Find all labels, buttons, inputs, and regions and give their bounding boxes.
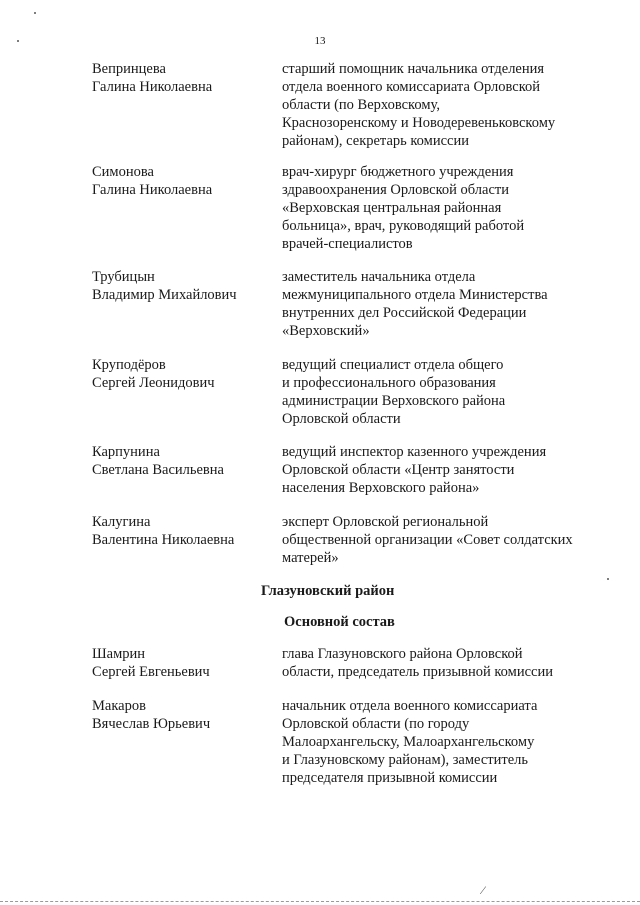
member-role	[282, 268, 602, 340]
role-line: здравоохранения Орловской области	[282, 182, 509, 198]
given-names: Вячеслав Юрьевич	[92, 716, 211, 732]
surname: Макаров	[92, 698, 146, 714]
member-role	[282, 513, 602, 567]
role-line: Краснозоренскому и Новодеревеньковскому	[282, 115, 556, 131]
surname: Калугина	[92, 514, 151, 530]
member-name	[92, 697, 272, 733]
role-line: «Верховская центральная районная	[282, 200, 502, 216]
page-number: 13	[314, 35, 326, 47]
role-line: матерей»	[282, 550, 339, 566]
member-name	[92, 60, 272, 96]
role-line: населения Верховского района»	[282, 480, 480, 496]
member-name	[92, 443, 272, 479]
role-line: председателя призывной комиссии	[282, 770, 498, 786]
role-line: ведущий специалист отдела общего	[282, 357, 504, 373]
role-line: «Верховский»	[282, 323, 370, 339]
given-names: Сергей Евгеньевич	[92, 664, 210, 680]
role-line: глава Глазуновского района Орловской	[282, 646, 523, 662]
subsection-title: Основной состав	[284, 614, 395, 630]
role-line: Орловской области	[282, 411, 401, 427]
page-bottom-edge	[0, 901, 640, 902]
member-name	[92, 268, 272, 304]
role-line: межмуниципального отдела Министерства	[282, 287, 548, 303]
member-name	[92, 163, 272, 199]
scan-speck	[34, 12, 36, 14]
given-names: Светлана Васильевна	[92, 462, 224, 478]
member-role	[282, 356, 602, 428]
role-line: области, председатель призывной комиссии	[282, 664, 553, 680]
given-names: Владимир Михайлович	[92, 287, 237, 303]
role-line: общественной организации «Совет солдатских	[282, 532, 573, 548]
role-line: администрации Верховского района	[282, 393, 506, 409]
surname: Круподёров	[92, 357, 166, 373]
given-names: Галина Николаевна	[92, 79, 213, 95]
surname: Вепринцева	[92, 61, 166, 77]
role-line: и Глазуновскому районам), заместитель	[282, 752, 528, 768]
member-role	[282, 443, 602, 497]
surname: Симонова	[92, 164, 154, 180]
role-line: Орловской области «Центр занятости	[282, 462, 515, 478]
scan-speck	[607, 578, 609, 580]
member-name	[92, 513, 272, 549]
given-names: Валентина Николаевна	[92, 532, 235, 548]
role-line: Орловской области (по городу	[282, 716, 470, 732]
surname: Карпунина	[92, 444, 160, 460]
role-line: внутренних дел Российской Федерации	[282, 305, 527, 321]
role-line: районам), секретарь комиссии	[282, 133, 469, 149]
surname: Шамрин	[92, 646, 146, 662]
member-role	[282, 163, 602, 253]
member-role	[282, 645, 602, 681]
role-line: врачей-специалистов	[282, 236, 413, 252]
role-line: ведущий инспектор казенного учреждения	[282, 444, 547, 460]
role-line: старший помощник начальника отделения	[282, 61, 545, 77]
role-line: врач-хирург бюджетного учреждения	[282, 164, 514, 180]
scan-pen-mark: ⁄	[482, 883, 485, 897]
role-line: эксперт Орловской региональной	[282, 514, 489, 530]
role-line: отдела военного комиссариата Орловской	[282, 79, 541, 95]
role-line: Малоархангельску, Малоархангельскому	[282, 734, 535, 750]
role-line: области (по Верховскому,	[282, 97, 440, 113]
role-line: и профессионального образования	[282, 375, 496, 391]
surname: Трубицын	[92, 269, 155, 285]
member-name	[92, 356, 272, 392]
member-name	[92, 645, 272, 681]
role-line: больница», врач, руководящий работой	[282, 218, 525, 234]
given-names: Сергей Леонидович	[92, 375, 215, 391]
given-names: Галина Николаевна	[92, 182, 213, 198]
member-role	[282, 697, 602, 787]
role-line: начальник отдела военного комиссариата	[282, 698, 538, 714]
role-line: заместитель начальника отдела	[282, 269, 476, 285]
member-role	[282, 60, 602, 150]
scan-speck	[17, 40, 19, 42]
section-title: Глазуновский район	[261, 583, 395, 599]
